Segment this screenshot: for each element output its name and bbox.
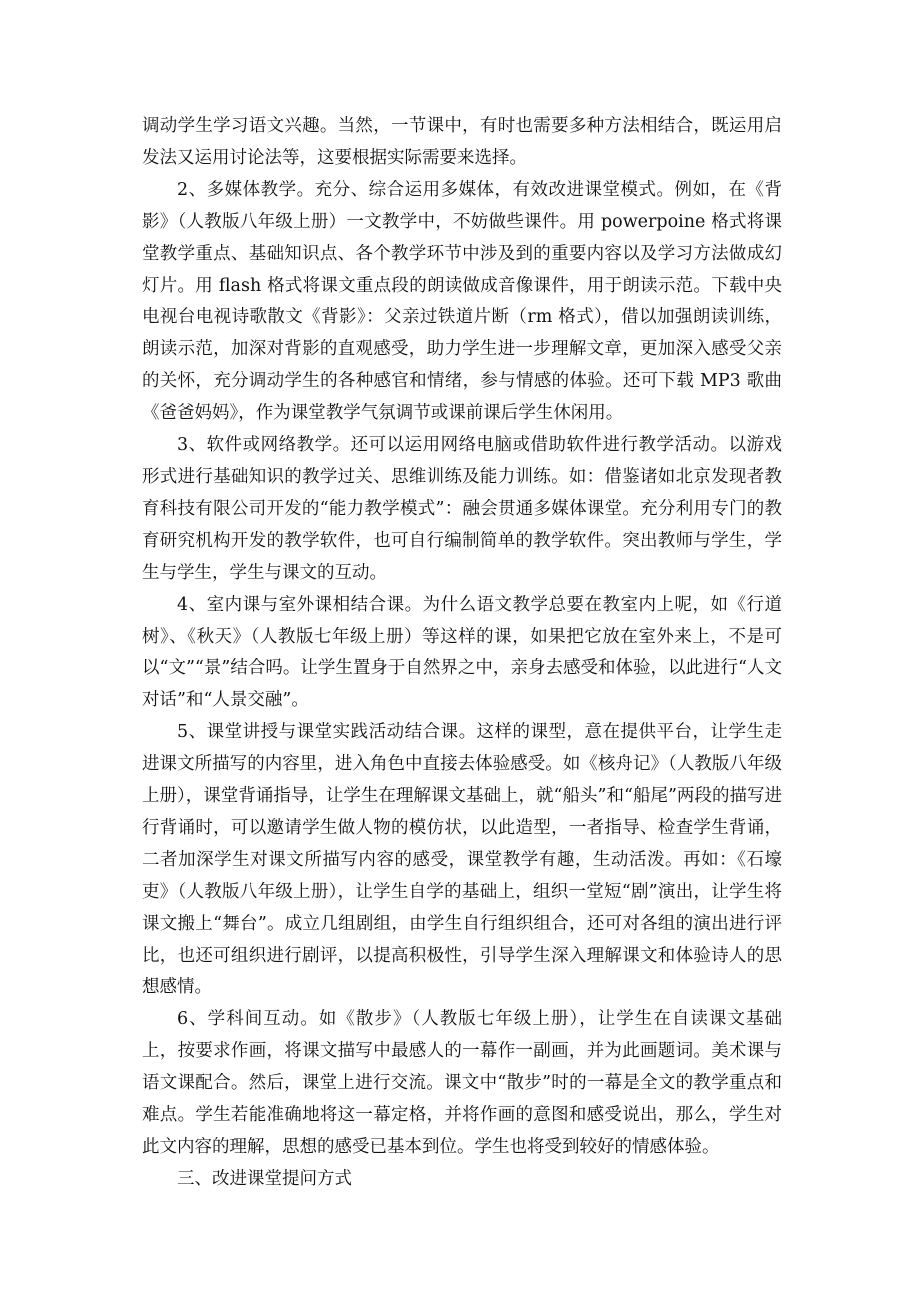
paragraph-continuation: 调动学生学习语文兴趣。当然，一节课中，有时也需要多种方法相结合，既运用启发法又运用讨论法等，这要根据实际需要来选择。 xyxy=(142,116,782,168)
paragraph-indoor-outdoor-class: 4、室内课与室外课相结合课。为什么语文教学总要在教室内上呢，如《行道树》、《秋天》（人教版七年级上册）等这样的课，如果把它放在室外来上，不是可以“文”“景”结合吗。让学生置身于自然界之中，亲身去感受和体验，以此进行“人文对话”和“人景交融”。 xyxy=(142,594,782,711)
paragraph-lecture-practice-class: 5、课堂讲授与课堂实践活动结合课。这样的课型，意在提供平台，让学生走进课文所描写的内容里，进入角色中直接去体验感受。如《核舟记》（人教版八年级上册），课堂背诵指导，让学生在理解课文基础上，就“船头”和“船尾”两段的描写进行背诵时，可以邀请学生做人物的模仿状，以此造型，一者指导、检查学生背诵，二者加深学生对课文所描写内容的感受，课堂教学有趣，生动活泼。再如：《石壕吏》（人教版八年级上册），让学生自学的基础上，组织一堂短“剧”演出，让学生将课文搬上“舞台”。成立几组剧组，由学生自行组织组合，还可对各组的演出进行评比，也还可组织进行剧评，以提高积极性，引导学生深入理解课文和体验诗人的思想感情。 xyxy=(142,722,782,998)
paragraph-interdisciplinary: 6、学科间互动。如《散步》（人教版七年级上册），让学生在自读课文基础上，按要求作画，将课文描写中最感人的一幕作一副画，并为此画题词。美术课与语文课配合。然后，课堂上进行交流。课文中“散步”时的一幕是全文的教学重点和难点。学生若能准确地将这一幕定格，并将作画的意图和感受说出，那么，学生对此文内容的理解，思想的感受已基本到位。学生也将受到较好的情感体验。 xyxy=(142,1009,782,1157)
paragraph-multimedia-teaching: 2、多媒体教学。充分、综合运用多媒体，有效改进课堂模式。例如，在《背影》（人教版八年级上册）一文教学中，不妨做些课件。用 powerpoine 格式将课堂教学重点、基础知识点、各个教学环节中涉及到的重要内容以及学习方法做成幻灯片。用 flash 格式将课文重点段的朗读做成音像课件，用于朗读示范。下载中央电视台电视诗歌散文《背影》：父亲过铁道片断（rm 格式），借以加强朗读训练，朗读示范，加深对背影的直观感受，助力学生进一步理解文章，更加深入感受父亲的关怀，充分调动学生的各种感官和情绪，参与情感的体验。还可下载 MP3 歌曲《爸爸妈妈》，作为课堂教学气氛调节或课前课后学生休闲用。 xyxy=(142,179,782,424)
section-heading-questioning: 三、改进课堂提问方式 xyxy=(177,1168,352,1189)
paragraph-software-network-teaching: 3、软件或网络教学。还可以运用网络电脑或借助软件进行教学活动。以游戏形式进行基础知识的教学过关、思维训练及能力训练。如：借鉴诸如北京发现者教育科技有限公司开发的“能力教学模式”：融会贯通多媒体课堂。充分利用专门的教育研究机构开发的教学软件，也可自行编制简单的教学软件。突出教师与学生，学生与学生，学生与课文的互动。 xyxy=(142,435,782,583)
body-text xyxy=(142,111,782,1196)
